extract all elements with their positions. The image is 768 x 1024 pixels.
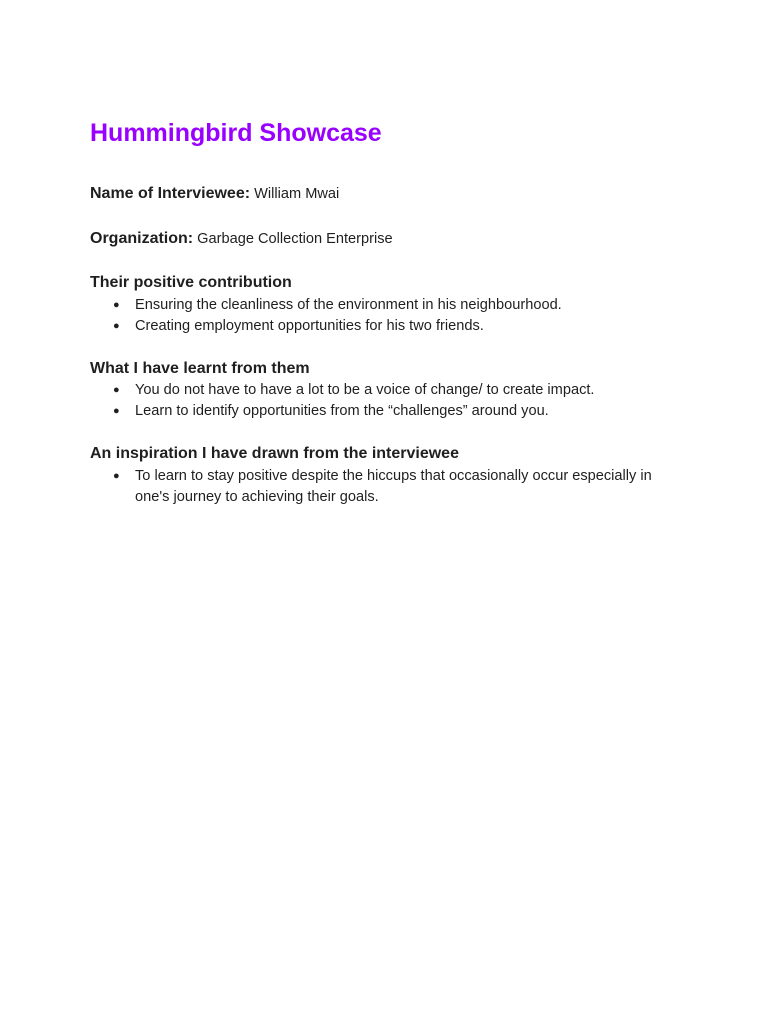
organization-field <box>90 229 393 249</box>
list-item <box>0 316 675 337</box>
bullet-icon: ● <box>113 320 120 332</box>
list-item <box>0 295 675 316</box>
section-heading-learnt: What I have learnt from them <box>90 360 310 377</box>
list-item-text: Creating employment opportunities for his two friends. <box>135 318 484 334</box>
section-heading-inspiration: An inspiration I have drawn from the interviewee <box>90 445 459 462</box>
bullet-icon: ● <box>113 299 120 311</box>
bullet-list-learnt <box>0 380 768 422</box>
interviewee-field <box>90 184 339 204</box>
list-item-text: You do not have to have a lot to be a voice of change/ to create impact. <box>135 382 595 398</box>
interviewee-value: William Mwai <box>254 186 340 202</box>
list-item <box>0 466 675 508</box>
bullet-list-inspiration <box>0 466 768 508</box>
bullet-icon: ● <box>113 470 120 482</box>
list-item <box>0 401 675 422</box>
list-item-text: To learn to stay positive despite the hiccups that occasionally occur especially in one's journey to achieving their goals. <box>135 468 652 505</box>
interviewee-label: Name of Interviewee: <box>90 185 251 202</box>
organization-value: Garbage Collection Enterprise <box>197 231 393 247</box>
bullet-icon: ● <box>113 384 120 396</box>
list-item-text: Ensuring the cleanliness of the environment in his neighbourhood. <box>135 297 562 313</box>
organization-label: Organization: <box>90 230 194 247</box>
list-item <box>0 380 675 401</box>
list-item-text: Learn to identify opportunities from the “challenges” around you. <box>135 403 549 419</box>
section-heading-contribution: Their positive contribution <box>90 274 292 291</box>
bullet-list-contribution <box>0 295 768 337</box>
bullet-icon: ● <box>113 405 120 417</box>
document-title: Hummingbird Showcase <box>90 119 382 147</box>
